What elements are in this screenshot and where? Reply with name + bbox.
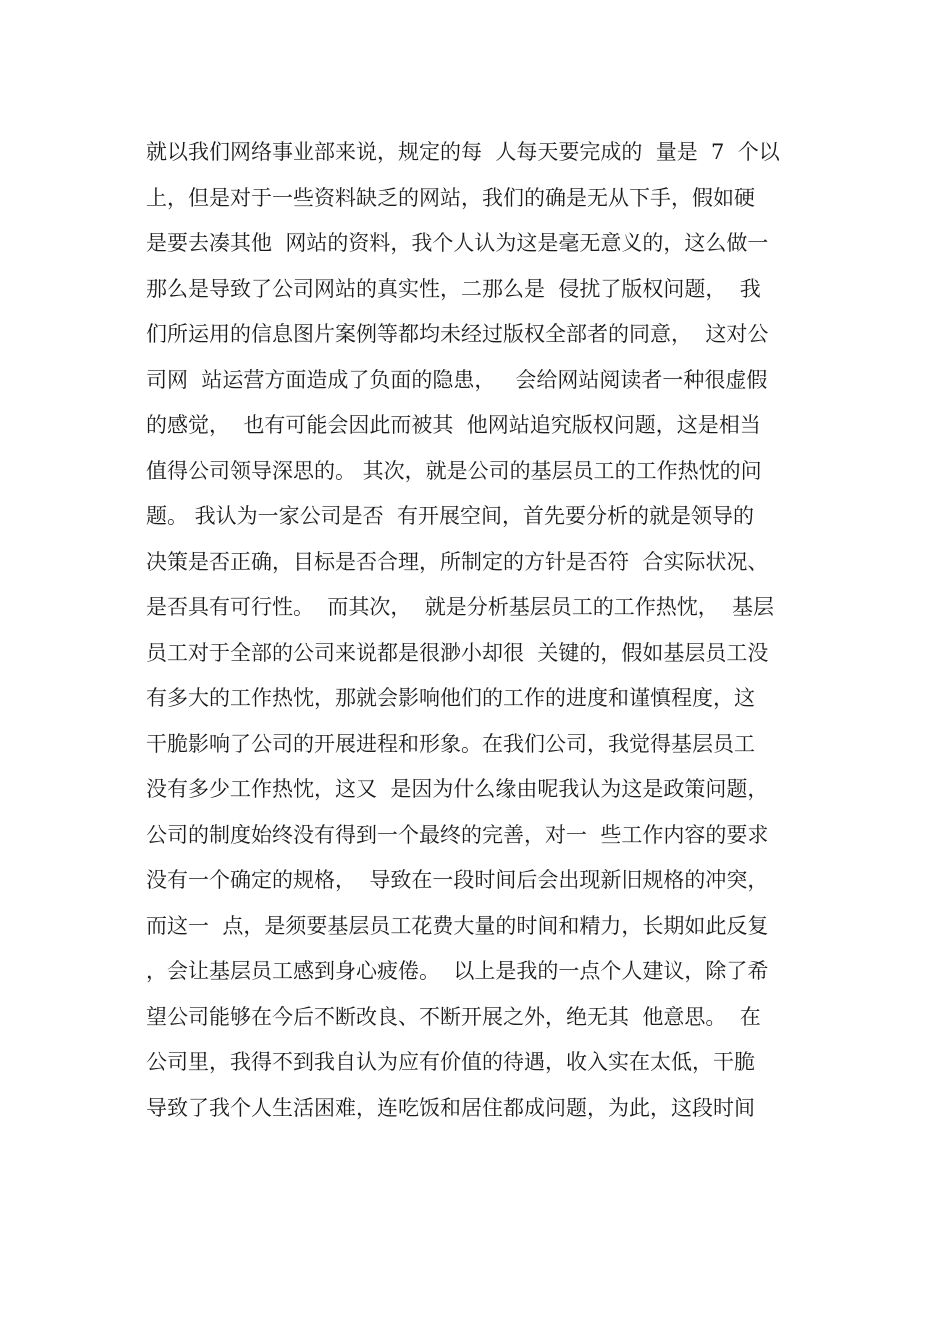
- text-line: 员工对于全部的公司来说都是很渺小却很 关键的，假如基层员工没: [146, 640, 769, 665]
- text-line: 而这一 点，是须要基层员工花费大量的时间和精力，长期如此反复: [146, 913, 769, 938]
- text-line: 干脆影响了公司的开展进程和形象。在我们公司，我觉得基层员工: [146, 731, 755, 756]
- text-line: 的感觉， 也有可能会因此而被其 他网站追究版权问题，这是相当: [146, 413, 761, 437]
- text-line: 没有一个确定的规格， 导致在一段时间后会出现新旧规格的冲突，: [146, 868, 769, 892]
- text-line: 有多大的工作热忱，那就会影响他们的工作的进度和谨慎程度，这: [146, 686, 755, 710]
- text-line: 望公司能够在今后不断改良、不断开展之外，绝无其 他意思。 在: [146, 1004, 761, 1029]
- text-line: 上，但是对于一些资料缺乏的网站，我们的确是无从下手，假如硬: [146, 185, 755, 210]
- text-line: 导致了我个人生活困难，连吃饭和居住都成问题，为此，这段时间: [146, 1095, 755, 1120]
- text-line: 决策是否正确，目标是否合理，所制定的方针是否符 合实际状况、: [146, 549, 769, 574]
- text-line: 就以我们网络事业部来说，规定的每 人每天要完成的 量是 7 个以: [146, 140, 780, 164]
- text-line: 是否具有可行性。 而其次， 就是分析基层员工的工作热忱， 基层: [146, 595, 775, 619]
- text-line: ，会让基层员工感到身心疲倦。 以上是我的一点个人建议，除了希: [146, 959, 769, 983]
- text-line: 题。 我认为一家公司是否 有开展空间，首先要分析的就是领导的: [146, 504, 755, 528]
- body-text: [146, 130, 816, 1131]
- text-line: 司网 站运营方面造成了负面的隐患， 会给网站阅读者一种很虚假: [146, 367, 768, 392]
- text-line: 那么是导致了公司网站的真实性，二那么是 侵扰了版权问题， 我: [146, 276, 761, 301]
- text-line: 们所运用的信息图片案例等都均未经过版权全部者的同意， 这对公: [146, 322, 769, 346]
- text-line: 公司的制度始终没有得到一个最终的完善，对一 些工作内容的要求: [146, 822, 769, 847]
- text-line: 公司里，我得不到我自认为应有价值的待遇，收入实在太低，干脆: [146, 1050, 755, 1074]
- text-line: 是要去凑其他 网站的资料，我个人认为这是毫无意义的，这么做一: [146, 231, 769, 255]
- text-line: 没有多少工作热忱，这又 是因为什么缘由呢我认为这是政策问题，: [146, 777, 769, 801]
- text-line: 值得公司领导深思的。 其次，就是公司的基层员工的工作热忱的问: [146, 458, 762, 483]
